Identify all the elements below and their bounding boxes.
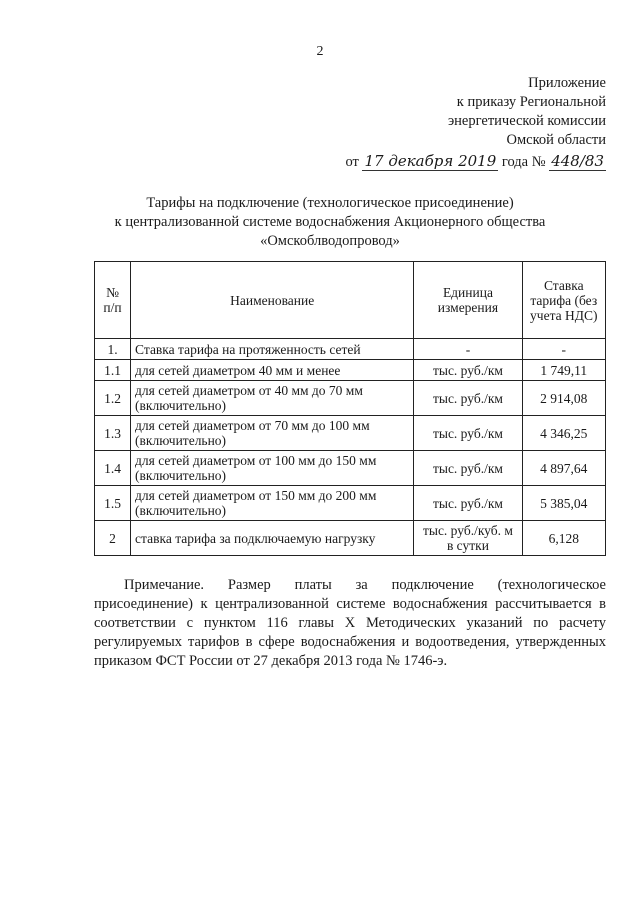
title-line-2: к централизованной системе водоснабжения Акционерного общества xyxy=(114,214,546,230)
footnote: Примечание. Размер платы за подключение (технологическое присоединение) к централизованной системе водоснабжения рассчитывается в соответствии с пунктом 116 главы X Методических указаний по расчету регулируемых тарифов в сфере водоснабжения и водоотведения, утвержденных приказом ФСТ России от 27 декабря 2013 года № 1746-э. xyxy=(94,577,606,669)
row-name: для сетей диаметром от 40 мм до 70 мм (включительно) xyxy=(131,381,414,416)
table-row xyxy=(95,521,606,556)
row-num: 1.4 xyxy=(95,451,131,486)
row-name: Ставка тарифа на протяженность сетей xyxy=(131,339,414,360)
row-unit: тыс. руб./км xyxy=(414,486,522,521)
order-number: 448/83 xyxy=(551,152,604,170)
row-num: 1.5 xyxy=(95,486,131,521)
table-row xyxy=(95,416,606,451)
header-unit: Единица измерения xyxy=(414,262,522,339)
row-num: 2 xyxy=(95,521,131,556)
row-name: для сетей диаметром 40 мм и менее xyxy=(131,360,414,381)
order-year-word: года № xyxy=(501,154,546,170)
header-num: № п/п xyxy=(95,262,131,339)
row-rate: 6,128 xyxy=(522,521,605,556)
row-unit: тыс. руб./км xyxy=(414,451,522,486)
table-row xyxy=(95,381,606,416)
row-rate: 2 914,08 xyxy=(522,381,605,416)
appendix-line-3: энергетической комиссии xyxy=(447,113,606,129)
title-line-1: Тарифы на подключение (технологическое присоединение) xyxy=(146,195,514,211)
row-name: для сетей диаметром от 150 мм до 200 мм (включительно) xyxy=(131,486,414,521)
row-num: 1.2 xyxy=(95,381,131,416)
row-num: 1.3 xyxy=(95,416,131,451)
row-unit: тыс. руб./км xyxy=(414,416,522,451)
tariffs-table xyxy=(94,261,606,556)
row-rate: 4 346,25 xyxy=(522,416,605,451)
row-rate: 5 385,04 xyxy=(522,486,605,521)
row-unit: тыс. руб./км xyxy=(414,360,522,381)
table-row xyxy=(95,360,606,381)
row-unit: тыс. руб./куб. м в сутки xyxy=(414,521,522,556)
row-name: ставка тарифа за подключаемую нагрузку xyxy=(131,521,414,556)
header-rate: Ставка тарифа (без учета НДС) xyxy=(522,262,605,339)
row-num: 1.1 xyxy=(95,360,131,381)
row-rate: 1 749,11 xyxy=(522,360,605,381)
title-line-3: «Омскоблводопровод» xyxy=(260,233,400,249)
row-num: 1. xyxy=(95,339,131,360)
row-unit: тыс. руб./км xyxy=(414,381,522,416)
appendix-line-1: Приложение xyxy=(528,75,606,91)
order-date: 17 декабря 2019 xyxy=(364,152,497,170)
appendix-header xyxy=(345,74,606,172)
header-name: Наименование xyxy=(131,262,414,339)
row-unit: - xyxy=(414,339,522,360)
row-name: для сетей диаметром от 70 мм до 100 мм (включительно) xyxy=(131,416,414,451)
table-row xyxy=(95,451,606,486)
document-title xyxy=(60,194,600,251)
table-row xyxy=(95,339,606,360)
appendix-line-4: Омской области xyxy=(506,132,606,148)
order-prefix: от xyxy=(345,154,359,170)
row-rate: - xyxy=(522,339,605,360)
row-name: для сетей диаметром от 100 мм до 150 мм (включительно) xyxy=(131,451,414,486)
row-rate: 4 897,64 xyxy=(522,451,605,486)
table-header-row xyxy=(95,262,606,339)
appendix-line-2: к приказу Региональной xyxy=(456,94,606,110)
table-row xyxy=(95,486,606,521)
order-reference xyxy=(345,152,606,172)
page-number: 2 xyxy=(316,44,324,59)
